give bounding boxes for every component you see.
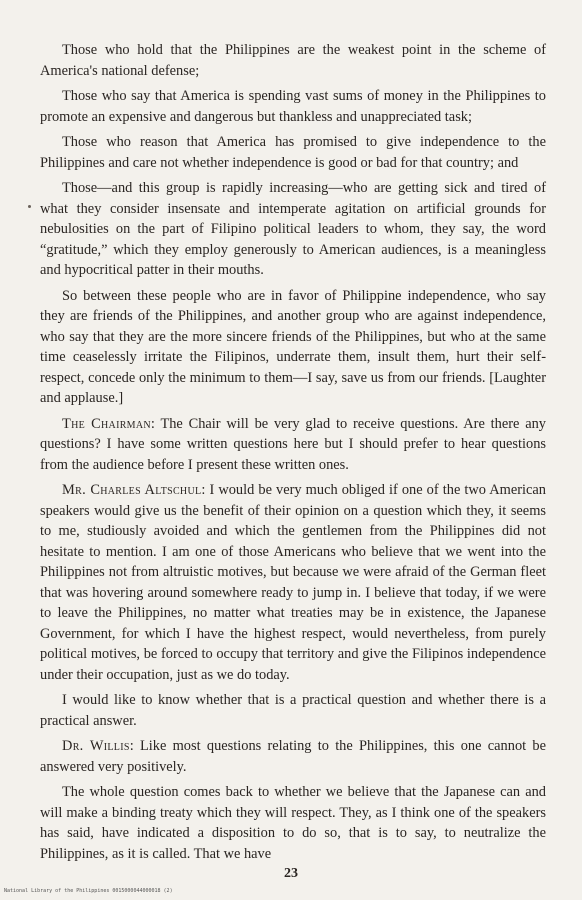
paragraph-text: Those who reason that America has promised to give independence to the Philippines and care not whether independence is good or bad for that country; and	[40, 134, 546, 171]
scan-speck	[28, 205, 31, 208]
paragraph-3	[40, 132, 546, 173]
paragraph-9	[40, 736, 546, 777]
paragraph-text: So between these people who are in favor of Philippine independence, who say they are friends of the Philippines, and another group who are against independence, who say that they are the more sincere friends of the Philippines, but who at the same time ceaselessly irritate the Filipinos, underrate them, insult them, hurt their self-respect, concede only the minimum to them—I say, save us from our friends. [Laughter and applause.]	[40, 287, 546, 406]
library-footer: National Library of the Philippines 0015000044000018 (2)	[4, 888, 173, 894]
page-number: 23	[284, 866, 298, 881]
paragraph-text: Those who hold that the Philippines are the weakest point in the scheme of America's national defense;	[40, 42, 546, 79]
paragraph-8	[40, 690, 546, 731]
speaker-name: Dr. Willis	[62, 738, 130, 754]
speaker-name: Mr. Charles Altschul	[62, 482, 202, 498]
paragraph-text: I would like to know whether that is a practical question and whether there is a practical answer.	[40, 692, 546, 729]
paragraph-2	[40, 86, 546, 127]
paragraph-1	[40, 40, 546, 81]
paragraph-text: The whole question comes back to whether we believe that the Japanese can and will make a binding treaty which they will respect. They, as I think one of the speakers has said, have indicated a disposition to do so, that is to say, to neutralize the Philippines, as it is called. That we have	[40, 784, 546, 862]
paragraph-7	[40, 480, 546, 685]
paragraph-text: Those—and this group is rapidly increasing—who are getting sick and tired of what they consider insensate and intemperate agitation on artificial grounds for nebulosities on the part of Filipino political leaders to whom, they say, the word “gratitude,” which they employ generously to American audiences, is a meaningless and hypocritical patter in their mouths.	[40, 180, 546, 278]
paragraph-4	[40, 178, 546, 281]
paragraph-6	[40, 414, 546, 476]
paragraph-text: : Like most questions relating to the Philippines, this one cannot be answered very positively.	[40, 738, 546, 775]
paragraph-text: : The Chair will be very glad to receive questions. Are there any questions? I have some written questions here but I should prefer to hear questions from the audience before I present these written ones.	[40, 415, 546, 473]
paragraph-10	[40, 782, 546, 864]
speaker-name: The Chairman	[62, 415, 151, 432]
paragraph-text: : I would be very much obliged if one of the two American speakers would give us the benefit of their opinion on a question which they, it seems to me, studiously avoided and which the gentlemen from the Philippines did not hesitate to mention. I am one of those Americans who believe that we went into the Philippines not from altruistic motives, but because we were afraid of the German fleet that was hovering around somewhere ready to jump in. I believe that today, if we were to leave the Philippines, no matter what treaties may be in existence, the Japanese Government, for which I have the highest respect, would nevertheless, from purely political motives, be forced to occupy that territory and give the Filipinos independence under their occupation, just as we do today.	[40, 482, 546, 683]
paragraph-5	[40, 286, 546, 409]
paragraph-text: Those who say that America is spending vast sums of money in the Philippines to promote an expensive and dangerous but thankless and unappreciated task;	[40, 88, 546, 125]
page-body	[40, 40, 546, 869]
